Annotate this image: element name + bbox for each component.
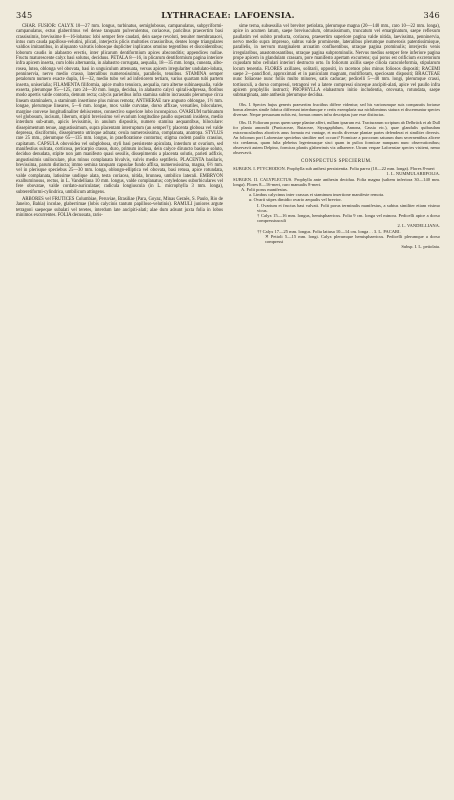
key-line: Subsp. I. L. petiolata.: [401, 244, 440, 250]
key-line: 2. L. VANDELLIANA.: [397, 223, 440, 229]
key-line: I. Ovarium et fructus basi valvati. Folii porus terminalis manifestus, a subtus similiter etiam visimo vicus.: [257, 202, 440, 213]
page-number-left: 345: [16, 10, 33, 20]
key-line: 1. L. NUMMULARIIFOLIA.: [386, 171, 440, 177]
key-line: †† Calyx 17—25 mm. longus. Folia latiusa 10—14 cm. longa . . 3. L. PACARI.: [257, 228, 401, 234]
key-line: SUBGEN. I. PTYCHODON. Prophylla sub anthesi persistentia. Folia parva (10—22 mm. longa). Flores 8-meri: [233, 166, 435, 172]
observation-2: Obs. II. Foliorum porus quem saepe plantae affert, nullum ipsarum est. Tracturarum scriptum ab Delbrück et ab Dull for planta amondit (Punicaceae, Rutaceae, Styragaphilum, Annona, Cassia etc.), quae glandulis quibusdam extravascularibus abortivis anus formata est vantage, et modis diversae plantae partes defenderat et similiter diversis. An foliorum pori Lafoensiae speciebus similiter mel occurri? Formicae a porcorum saturum dum secernentibus alicere vix credamus, quam fulta plebeius legerimusque sisci quam in psiloa formicae nunquam nunc observationibus; observavit autem Delpino, formicas plantis glaberrimis vix adhaerere. Utrum vespae Lafoensiae species visitent, nemo observavit.: [233, 119, 440, 155]
key-line: † Calyx 15—16 mm. longus, hemisphaericus. Folia 9 cm. longa vel minora. Pedicelli apice a dorso compressiusculi: [257, 212, 440, 224]
key-line: SUBGEN. II. CALYPLECTUS. Prophylla ante anthesin decidua. Folia magna (saltem inferiora 30—140 mm. longa). Flores 8—16-meri, raro manualis 8-meri.: [233, 176, 440, 187]
leaves-flowers-paragraph: sime terna, subsessilia vel breviter petiolata, plerumque magna (20—140 mm., raro 10—22 mm. longa), apice in acumen latum, saepe breviusculum, obtusissimum, truncatum vel emarginatum, saepe reflexum paullatim vel subito producta, coriacea, praesertim superiore pagina valde nitida, laevissima, penninervia, nervo medio supra impresso, subtus valde prominente, lateralibus plerumque numerosis patentissimisque, parallelis, in nervum marginalem arcuatim confluentibus, utraque pagina prominulis; interjectis venis irregularibus, anastomosantibus, utraque pagina subprominulis. Nervus medius semper fere inferiore pagina prope apicem in glandulam crassam, pore manifesto apertam excurrens; qui porus est orificium excretorium cujusdam tubo cellulari interiori destructo orto. In foliorum axillis saepe ciliola caracoleformia, stipularum locum tenentia. FLORES axillares, solitarii, oppositi, in racemos plus minus foliosos dispositi; RACEMI saepe 2—panciflori, approximati et in paniculam magnam, multifloram, speciosam dispositi; BRACTEAE nunc foliaceae nunc foliis multo minores, satis caducae; pedicelli 5—40 mm. longi, plerumque crassi, tortiusculi, a dorso compressi, tetragoni vel a latere compressi sinceque ancipiti-alati, apice vel paullo infra apicem prophyllis instructi; PROPHYLLA elabastrum initio includentia, orovoata, rotundata, saepe submarginata, ante anthesin plerumque decidua.: [233, 24, 440, 99]
two-column-body: [16, 24, 440, 249]
page-number-right: 346: [423, 10, 440, 20]
key-line: α. Ovarii stipes dimidio ovario aequalis vel brevior.: [249, 197, 342, 203]
key-line: ✕ Petioli 5—15 mm. longi. Calyx plerumque hemisphaericus. Pedicelli plerumque a dorso compressi: [265, 233, 440, 244]
running-title: LYTHRACEAE: LAFOENSIA.: [161, 10, 295, 20]
character-description-paragraph: CHAR. FUSIOR: CALYX 10—27 mm. longus, turbinatus, semiglobosus, campanulatus, subpyriformi-campanulatus, extus glaberrimus vel dense tanquam pulverulentus, coriaceus, paricibus praecertim basi crassissimis, brevissime 8—16-lobatus: lobi semper fere caudati, dein saepe revoluti, tenuiter membranacei, intus cum cauda papilloso-velutini, plicati, interjectis plicis multoties crassioribus, dentes longe triangulares valdios imitantibus, in aliquanto valvatis lobosque dupliciter inplicatos omnino tegentibus et discoidentibus; loborum caudis in alabastro erectis, inter plicarum dentiformium apices absconditis; appendices nullae. Fructu maturescente calyx basi solutus, deciduus. PETALA 8—16, in plicarum dentiformium pagina interiore infra apicem inserta, cum lobis alternantia, in alabastro corrugata, aequalia, 18—35 mm. longa, cuneata, albo-rosea, lutea, oblonga vel obovata, basi in unguiculum attenuata, versus apicem irregulariter undulato-lobata, penninervia, nervo medio crasso, lateralibus numerosissimis, parallelis, tenuibus. STAMINA semper petalorum numero exacte dupla, 16—32, medio tubo vel ad inferiorem tertiam, varius quartam tubi partem inserta, uniserialia; FILAMENTA filiformia, apice multo tenuiora, aequalia, raro alterne subinaequalia, valde exserta, plerumque 95—125, raro 24—30 mm. longa, decidua, in alabastro calyci spirali-adpressa, floribus modo apertis valde contorta, demum recta; calycis parietibus infra stamina subito incrassatis plerumque circa lineam staminalem, a staminum insertione plus minus remota; ANTHERAE rare angusto oblongae, 1½ mm. longae, plerumque lineares, 5—6 mm. longae, mox valde curvatae, dorso affixae, versatiles, biloculares, margine convexe longitudinaliter dehiscentes, connectivo superiore lobo inconspicuo. OVARIUM turbinatum vel globosum, incisum, liberum, stipiti brevissimo vel evarium longitudine paullo superanti insidens, medio interdum sub-atum, apicis levissimis, in anulum dispositis, numero stamina aequantibus, biloculare: dissepimentum tenue, angustissimum, supra placentam interruptum (an semper?); placenta globosa vel valde depressa, disciformis, dissepimento utrinque adnata; ovula numerosissima, complanata, anatropa. STYLUS rare 25 mm., plerumque 65—135 mm. longus, in praefloratione contortus; stigma codem paullo crassius, capitatum. CAPSULA obovoidea vel subglobosa, styli basi persistente apiculata, interdum ut ovarium, sed manifestius sulcata, corticosa, pericarpio crasso, duro, primum inclusa, dein calyce diruncto basique soluto, deciduo denudata, stipite non jam manifesto quasi sessilis, dissepimentis a placenta solutis, parieti adfixis, angustissimis uniloculare, plus minus complanata bivalvis, valvis medio septiferis. PLACENTA basilaris, brevissima, parum distincta; immo semina tanquam capsulae fundo affixa, numerosissima, magna, 6½ mm. vel in plerisque speciebus 25—30 mm. longa, oblongo-elliptica vel obovata, basi retusa, apice rotundata, valde complanata, latissime undique alata, testa coriacea, nitida, brunnea, umbilico laterali. EMBRYON exalbuminosus, rectus, in L. Vandelliana 10 mm. longus, valde complanatus; cotyledones suborbiculares vel fere obovatae, valde cordato-auriculatae; radicula longiuscula (in L. microphylla 3 mm. longa), subteretiformi-cylindrica, umbilicum attingens.: [16, 24, 223, 195]
habit-description-paragraph: ARBORES vel FRUTICES Columbiae, Peruviae, Brasiliae (Para, Goyaz, Minas Geraës, S. Paulo, Rio de Janeiro, Bahia) incolae, glaberrimae (lobis calycinis tantum papilloso-velutinis). RAMULI juniores argute tetragoni saepeque subalati vel teretes, interdum late ancipiti-alati; alae dum adsunt juxta folia in lobos minimos excurrentes. FOLIA decussata, raris-: [16, 197, 223, 219]
right-column: [233, 24, 440, 249]
observation-1: Obs. I. Species hujus generis praesertim fructibus differe videntur; sed his variorumque suis comparatis fortasse bonus alemtes simile fabrica differrunt interdumque e certis exemplaria sua nichilominus statura et discernuntur species diversae. Neque persuasum nobis est, formas omnes infra descriptas jure esse distinctas.: [233, 101, 440, 117]
key-line: A. Folii porus manifestus.: [241, 186, 288, 192]
conspectus-heading: CONSPECTUS SPECIERUM.: [301, 158, 372, 164]
key-line: a. Limbus calycinus inter crassus et staminum insertione manifeste remota.: [249, 192, 385, 198]
left-column: [16, 24, 223, 249]
species-key: [233, 166, 440, 249]
running-header: [16, 10, 440, 20]
